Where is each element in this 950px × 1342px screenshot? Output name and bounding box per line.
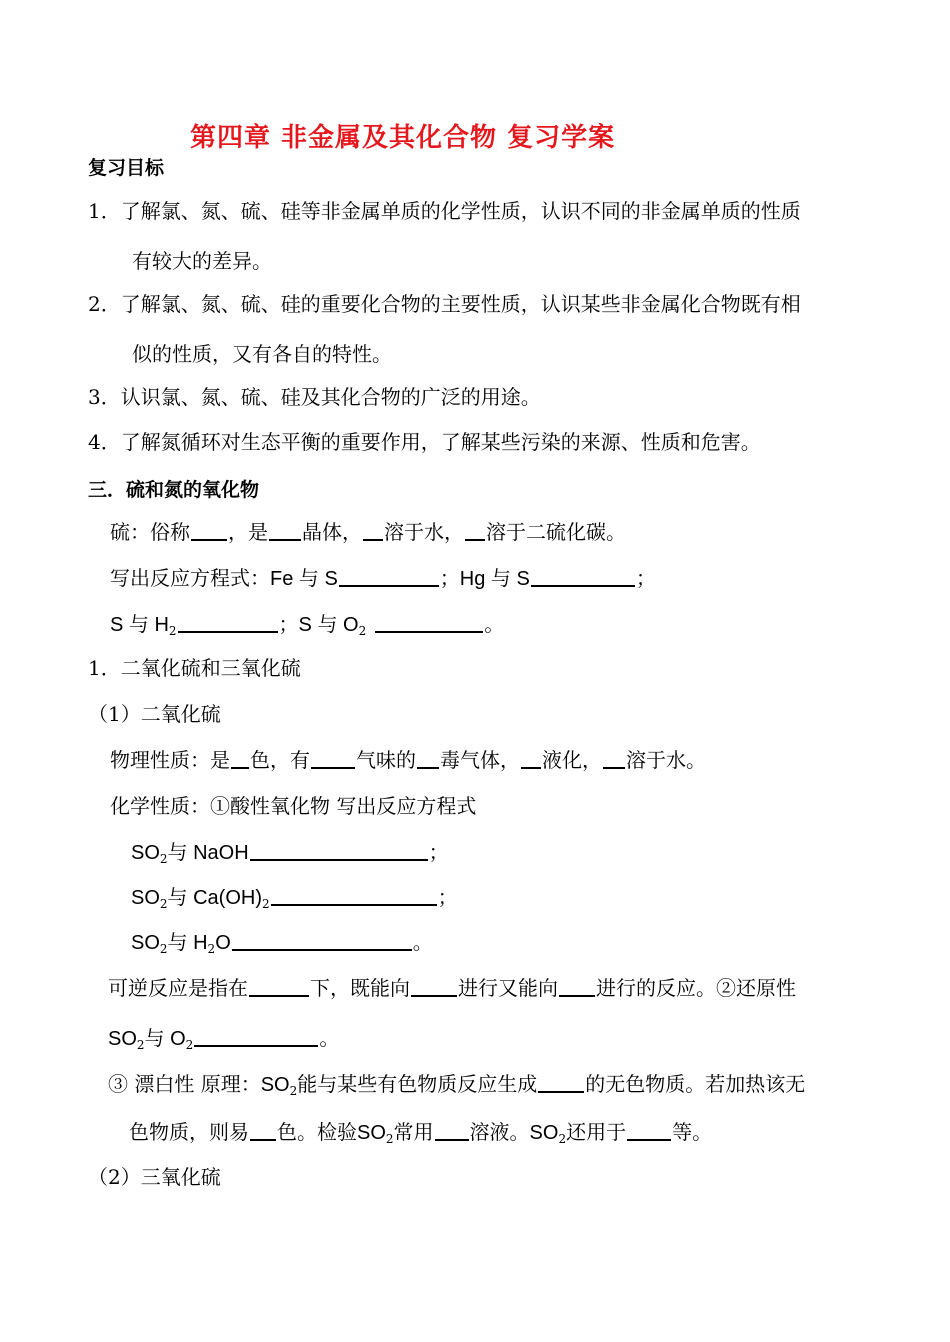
fill-blank[interactable]	[375, 611, 483, 633]
text: 气味的	[356, 748, 416, 772]
subscript: 2	[168, 624, 177, 638]
so3-heading: （2）三氧化硫	[88, 1165, 221, 1189]
text: 与 Ca(OH)	[167, 887, 262, 909]
section-heading: 三．硫和氮的氧化物	[88, 479, 260, 501]
fill-blank[interactable]	[194, 1025, 318, 1047]
text: 色。检验	[277, 1120, 357, 1144]
text: 写出反应方程式：	[110, 566, 270, 590]
fill-blank[interactable]	[249, 975, 309, 997]
goal-text: 了解氮循环对生态平衡的重要作用，了解某些污染的来源、性质和危害。	[120, 430, 761, 454]
so2-chemical-properties: 化学性质：①酸性氧化物 写出反应方程式	[110, 794, 477, 818]
text: ；	[439, 566, 460, 590]
text: 毒气体，	[440, 748, 520, 772]
text: Fe 与 S	[270, 568, 338, 590]
goal-1-continuation: 有较大的差异。	[132, 249, 272, 273]
fill-blank[interactable]	[231, 747, 249, 769]
text: SO	[357, 1122, 386, 1144]
fill-blank[interactable]	[271, 884, 437, 906]
subscript: 2	[207, 942, 216, 956]
so2-bleaching-property	[108, 1071, 805, 1098]
text: ；	[428, 840, 449, 864]
text: 。	[484, 612, 505, 636]
text: 溶于二硫化碳。	[486, 520, 626, 544]
subscript: 2	[289, 1084, 298, 1098]
text: SO	[108, 1028, 137, 1050]
fill-blank[interactable]	[178, 611, 278, 633]
text: 色物质，则易	[129, 1120, 249, 1144]
so2-heading: （1）二氧化硫	[88, 702, 221, 726]
text: 进行的反应。②还原性	[596, 976, 796, 1000]
text: 晶体，	[302, 520, 362, 544]
so2-naoh-equation	[131, 839, 449, 866]
goal-4	[88, 429, 761, 455]
fill-blank[interactable]	[269, 519, 301, 541]
text: ；	[635, 566, 656, 590]
fill-blank[interactable]	[627, 1119, 671, 1141]
fill-blank[interactable]	[250, 1119, 276, 1141]
text: 溶于水，	[384, 520, 464, 544]
text: 等。	[672, 1120, 713, 1144]
text: Hg 与 S	[459, 568, 530, 590]
text: 能与某些有色物质反应生成	[297, 1072, 538, 1096]
fill-blank[interactable]	[363, 519, 383, 541]
fill-blank[interactable]	[232, 929, 412, 951]
text: 可逆反应是指在	[108, 976, 248, 1000]
text: S 与 O	[298, 614, 359, 636]
fill-blank[interactable]	[531, 565, 635, 587]
so2-caoh2-equation	[131, 884, 458, 911]
so2-physical-properties	[110, 747, 706, 773]
goal-text: 了解氯、氮、硫、硅等非金属单质的化学性质，认识不同的非金属单质的性质	[120, 199, 801, 223]
so2-o2-equation	[108, 1025, 339, 1052]
text: 。	[412, 930, 433, 954]
text: 。	[319, 1026, 340, 1050]
text: 与 NaOH	[167, 842, 249, 864]
text: O	[215, 932, 231, 954]
fill-blank[interactable]	[538, 1071, 584, 1093]
goal-number: 1．	[88, 199, 121, 223]
fill-blank[interactable]	[250, 839, 428, 861]
fill-blank[interactable]	[465, 519, 485, 541]
text: 溶液。	[469, 1120, 530, 1144]
text: 还用于	[566, 1120, 627, 1144]
text: SO	[529, 1122, 559, 1144]
text: 物理性质：是	[110, 748, 230, 772]
subscript: 2	[358, 624, 367, 638]
reversible-reaction-definition	[108, 975, 796, 1001]
text: ③ 漂白性 原理：	[108, 1072, 261, 1096]
fill-blank[interactable]	[339, 565, 439, 587]
text: SO	[131, 887, 160, 909]
goal-1	[88, 198, 801, 224]
goal-number: 4．	[88, 430, 121, 454]
subscript: 2	[159, 897, 168, 911]
subsection-heading: 1．二氧化硫和三氧化硫	[88, 656, 301, 680]
goal-text: 了解氯、氮、硫、硅的重要化合物的主要性质，认识某些非金属化合物既有相	[120, 292, 801, 316]
text: ；	[437, 885, 458, 909]
goals-heading: 复习目标	[88, 157, 165, 179]
sulfur-intro	[110, 519, 626, 545]
text: SO	[131, 842, 160, 864]
text: 硫：俗称	[110, 520, 190, 544]
goal-text: 认识氯、氮、硫、硅及其化合物的广泛的用途。	[120, 385, 541, 409]
text: 液化，	[542, 748, 602, 772]
text: 溶于水。	[626, 748, 706, 772]
goal-number: 3．	[88, 385, 121, 409]
text: 与 O	[144, 1028, 186, 1050]
fill-blank[interactable]	[521, 747, 541, 769]
text: S 与 H	[110, 614, 169, 636]
subscript: 2	[185, 1038, 194, 1052]
subscript: 2	[159, 852, 168, 866]
subscript: 2	[159, 942, 168, 956]
fill-blank[interactable]	[559, 975, 595, 997]
fill-blank[interactable]	[435, 1119, 469, 1141]
goal-3	[88, 384, 541, 410]
fill-blank[interactable]	[417, 747, 439, 769]
text: SO	[131, 932, 160, 954]
fill-blank[interactable]	[603, 747, 625, 769]
fill-blank[interactable]	[191, 519, 227, 541]
subscript: 2	[558, 1132, 567, 1146]
subscript: 2	[385, 1132, 394, 1146]
text: 色，有	[250, 748, 310, 772]
sulfur-equation-prompt	[110, 565, 656, 592]
goal-2	[88, 291, 801, 317]
sulfur-equations-2	[110, 611, 504, 638]
goal-2-continuation: 似的性质，又有各自的特性。	[132, 342, 392, 366]
text: 下，既能向	[310, 976, 410, 1000]
subscript: 2	[136, 1038, 145, 1052]
text: 常用	[393, 1120, 434, 1144]
subscript: 2	[262, 897, 270, 911]
text: 进行又能向	[458, 976, 558, 1000]
text: ，是	[228, 520, 268, 544]
text: ；	[278, 612, 299, 636]
so2-h2o-equation	[131, 929, 433, 956]
text: SO	[260, 1074, 290, 1096]
so2-bleaching-continuation	[129, 1119, 712, 1146]
fill-blank[interactable]	[311, 747, 355, 769]
text: 的无色物质。若加热该无	[585, 1072, 806, 1096]
fill-blank[interactable]	[411, 975, 457, 997]
goal-number: 2．	[88, 292, 121, 316]
text: 与 H	[167, 932, 208, 954]
document-title: 第四章 非金属及其化合物 复习学案	[190, 123, 616, 153]
